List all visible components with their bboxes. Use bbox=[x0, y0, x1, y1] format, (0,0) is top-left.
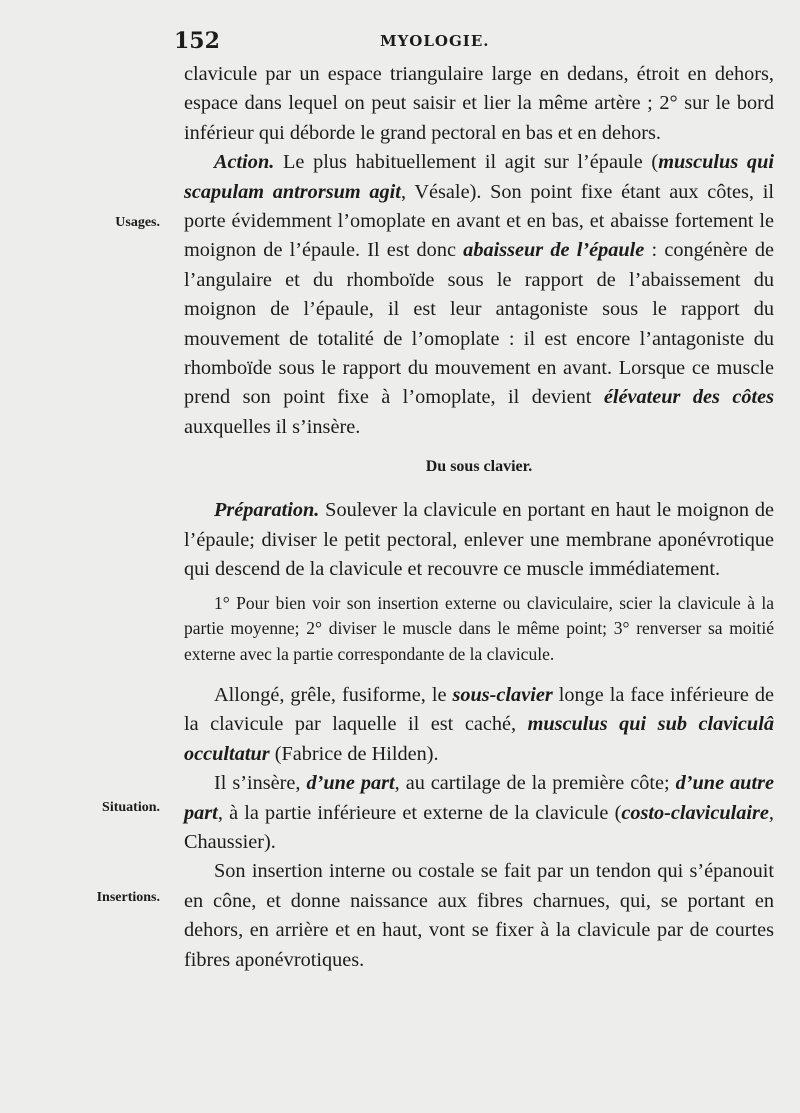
paragraph-preparation: Préparation. Soulever la clavicule en portant en haut le moignon de l’épaule; diviser le petit pectoral, enlever une membrane aponévrotique qui descend de la clavicule et recouvre ce muscle immédiatement. bbox=[184, 499, 774, 581]
action-label: Action. bbox=[214, 151, 275, 174]
paragraph-situation: Allongé, grêle, fusiforme, le sous-clavier longe la face inférieure de la clavicule par laquelle il est caché, musculus qui sub claviculâ occultatur (Fabrice de Hilden). bbox=[184, 684, 774, 765]
body-text bbox=[184, 60, 774, 975]
margin-note-usages: Usages. bbox=[115, 215, 160, 230]
margin-note-situation: Situation. bbox=[102, 800, 160, 815]
term-costo-claviculaire: costo-claviculaire bbox=[621, 801, 769, 824]
term-une-part: d’une part bbox=[306, 772, 395, 795]
term-sous-clavier: sous-clavier bbox=[452, 684, 553, 706]
paragraph-dissection-note: 1° Pour bien voir son insertion externe ou claviculaire, scier la clavicule à la partie moyenne; 2° diviser le muscle dans le même point; 3° renverser sa moitié externe avec la partie correspondante de la clavicule. bbox=[184, 592, 774, 664]
latin-quote-vesale: musculus qui scapulam antrorsum agit bbox=[184, 151, 774, 203]
term-abaisseur: abaisseur de l’épaule bbox=[463, 239, 645, 262]
latin-quote-hilden: musculus qui sub claviculâ occultatur bbox=[184, 713, 774, 765]
margin-note-insertions: Insertions. bbox=[96, 890, 160, 905]
running-head: MYOLOGIE. bbox=[380, 32, 490, 50]
paragraph-insertions: Il s’insère, d’une part, au cartilage de la première côte; d’une autre part, à la partie inférieure et externe de la clavicule (costo-claviculaire, Chaussier). bbox=[184, 772, 774, 854]
page-header bbox=[0, 28, 800, 54]
preparation-label: Préparation. bbox=[214, 499, 320, 522]
paragraph-continuation: clavicule par un espace triangulaire large en dedans, étroit en dehors, espace dans lequel on peut saisir et lier la même artère ; 2° sur le bord inférieur qui déborde le grand pectoral en bas et en dehors. bbox=[184, 63, 774, 144]
page-number: 152 bbox=[174, 28, 220, 54]
section-heading: Du sous clavier. bbox=[425, 458, 533, 476]
paragraph-insertion-interne: Son insertion interne ou costale se fait par un tendon qui s’épanouit en cône, et donne naissance aux fibres charnues, qui, se portant en dehors, en arrière et en haut, vont se fixer à la clavicule par de courtes fibres aponévrotiques. bbox=[184, 860, 774, 971]
term-autre-part: d’une autre part bbox=[184, 772, 774, 824]
term-elevateur: élévateur des côtes bbox=[603, 386, 774, 409]
paragraph-action: Action. Le plus habituellement il agit sur l’épaule (musculus qui scapulam antrorsum agit, Vésale). Son point fixe étant aux côtes, il porte évidemment l’omoplate en avant et en bas, et abaisse fortement le moignon de l’épaule. Il est donc abaisseur de l’épaule : congénère de l’angulaire et du rhomboïde sous le rapport de l’abaissement du moignon de l’épaule, il est leur antagoniste sous le rapport du mouvement de totalité de l’omoplate : il est encore l’antagoniste du rhomboïde sous le rapport du mouvement en avant. Lorsque ce muscle prend son point fixe à l’omoplate, il devient élévateur des côtes auxquelles il s’insère. bbox=[184, 151, 775, 438]
